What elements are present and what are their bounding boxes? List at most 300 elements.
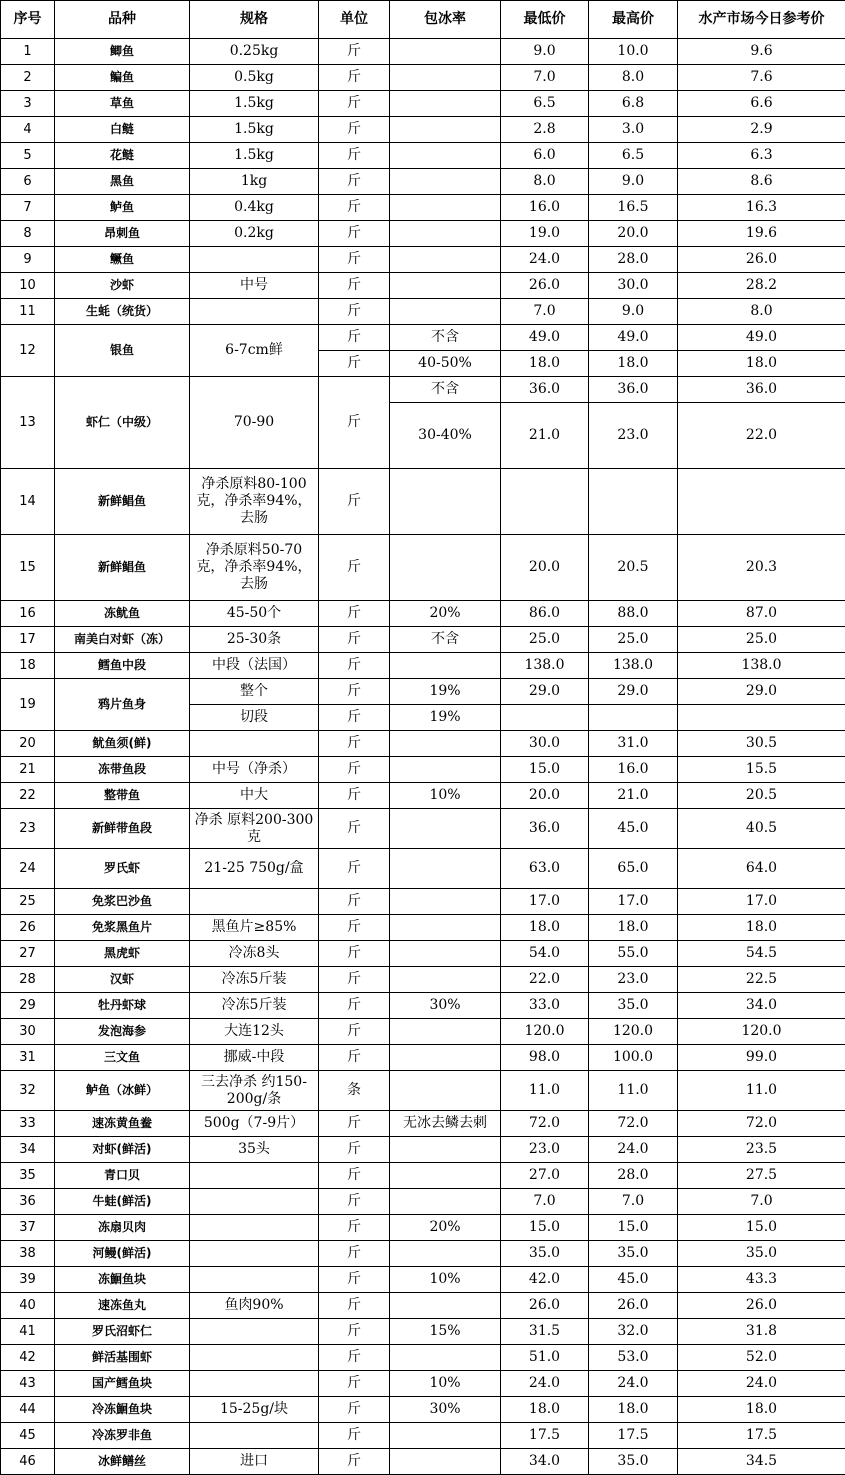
- spec-cell: 中号（净杀）: [190, 757, 319, 783]
- high-price-cell: 10.0: [589, 39, 678, 65]
- spec-cell: 中号: [190, 273, 319, 299]
- variety-name: 汉虾: [55, 967, 190, 993]
- row-number: 18: [1, 653, 55, 679]
- table-row: [1, 889, 845, 915]
- low-price-cell: 17.5: [501, 1423, 589, 1449]
- unit-cell: 斤: [319, 377, 390, 469]
- table-row: [1, 65, 845, 91]
- unit-cell: 斤: [319, 143, 390, 169]
- reference-price-cell: 17.0: [678, 889, 845, 915]
- high-price-cell: 35.0: [589, 1449, 678, 1475]
- variety-name: 牛蛙(鲜活): [55, 1189, 190, 1215]
- table-row: [1, 757, 845, 783]
- ice-rate-cell: [390, 117, 501, 143]
- low-price-cell: 11.0: [501, 1071, 589, 1111]
- ice-rate-cell: [390, 469, 501, 535]
- unit-cell: 斤: [319, 757, 390, 783]
- low-price-cell: [501, 469, 589, 535]
- ice-rate-cell: 19%: [390, 705, 501, 731]
- reference-price-cell: 36.0: [678, 377, 845, 403]
- reference-price-cell: 35.0: [678, 1241, 845, 1267]
- ice-rate-cell: 30%: [390, 1397, 501, 1423]
- variety-name: 黑鱼: [55, 169, 190, 195]
- ice-rate-cell: 30%: [390, 993, 501, 1019]
- unit-cell: 斤: [319, 1241, 390, 1267]
- ice-rate-cell: 不含: [390, 377, 501, 403]
- unit-cell: 斤: [319, 221, 390, 247]
- spec-cell: 黑鱼片≥85%: [190, 915, 319, 941]
- table-row: [1, 143, 845, 169]
- high-price-cell: 88.0: [589, 601, 678, 627]
- ice-rate-cell: [390, 1071, 501, 1111]
- high-price-cell: 72.0: [589, 1111, 678, 1137]
- spec-cell: [190, 1345, 319, 1371]
- high-price-cell: 3.0: [589, 117, 678, 143]
- table-row: [1, 1397, 845, 1423]
- high-price-cell: 18.0: [589, 915, 678, 941]
- low-price-cell: 23.0: [501, 1137, 589, 1163]
- unit-cell: 斤: [319, 1189, 390, 1215]
- table-row: [1, 1293, 845, 1319]
- spec-cell: 1kg: [190, 169, 319, 195]
- row-number: 1: [1, 39, 55, 65]
- low-price-cell: 120.0: [501, 1019, 589, 1045]
- spec-cell: 冷冻8头: [190, 941, 319, 967]
- ice-rate-cell: [390, 1019, 501, 1045]
- high-price-cell: 32.0: [589, 1319, 678, 1345]
- ice-rate-cell: [390, 299, 501, 325]
- low-price-cell: 34.0: [501, 1449, 589, 1475]
- ice-rate-cell: [390, 195, 501, 221]
- table-row: [1, 915, 845, 941]
- reference-price-cell: 34.0: [678, 993, 845, 1019]
- low-price-cell: 26.0: [501, 1293, 589, 1319]
- low-price-cell: 63.0: [501, 849, 589, 889]
- variety-name: 草鱼: [55, 91, 190, 117]
- variety-name: 牡丹虾球: [55, 993, 190, 1019]
- ice-rate-cell: [390, 143, 501, 169]
- ice-rate-cell: 10%: [390, 1371, 501, 1397]
- low-price-cell: 16.0: [501, 195, 589, 221]
- variety-name: 青口贝: [55, 1163, 190, 1189]
- low-price-cell: 36.0: [501, 809, 589, 849]
- reference-price-cell: 6.3: [678, 143, 845, 169]
- reference-price-cell: 20.3: [678, 535, 845, 601]
- header-unit: 单位: [319, 1, 390, 39]
- spec-cell: 0.5kg: [190, 65, 319, 91]
- ice-rate-cell: [390, 273, 501, 299]
- ice-rate-cell: [390, 731, 501, 757]
- table-row: [1, 195, 845, 221]
- table-row: [1, 1371, 845, 1397]
- row-number: 31: [1, 1045, 55, 1071]
- reference-price-cell: 8.0: [678, 299, 845, 325]
- ice-rate-cell: 30-40%: [390, 403, 501, 469]
- table-row: [1, 273, 845, 299]
- reference-price-cell: 22.0: [678, 403, 845, 469]
- ice-rate-cell: [390, 535, 501, 601]
- table-row: [1, 299, 845, 325]
- spec-cell: 1.5kg: [190, 117, 319, 143]
- table-row: [1, 91, 845, 117]
- reference-price-cell: 28.2: [678, 273, 845, 299]
- reference-price-cell: 18.0: [678, 351, 845, 377]
- ice-rate-cell: [390, 39, 501, 65]
- high-price-cell: [589, 469, 678, 535]
- row-number: 6: [1, 169, 55, 195]
- unit-cell: 斤: [319, 809, 390, 849]
- reference-price-cell: 49.0: [678, 325, 845, 351]
- reference-price-cell: 20.5: [678, 783, 845, 809]
- ice-rate-cell: [390, 91, 501, 117]
- spec-cell: [190, 1241, 319, 1267]
- table-row: [1, 653, 845, 679]
- variety-name: 整带鱼: [55, 783, 190, 809]
- variety-name: 鱿鱼须(鲜): [55, 731, 190, 757]
- reference-price-cell: 24.0: [678, 1371, 845, 1397]
- high-price-cell: 55.0: [589, 941, 678, 967]
- reference-price-cell: 54.5: [678, 941, 845, 967]
- variety-name: 鲫鱼: [55, 39, 190, 65]
- spec-cell: [190, 1371, 319, 1397]
- ice-rate-cell: [390, 889, 501, 915]
- ice-rate-cell: 20%: [390, 1215, 501, 1241]
- reference-price-cell: 99.0: [678, 1045, 845, 1071]
- unit-cell: 斤: [319, 1449, 390, 1475]
- unit-cell: 斤: [319, 705, 390, 731]
- variety-name: 国产鳕鱼块: [55, 1371, 190, 1397]
- high-price-cell: 24.0: [589, 1137, 678, 1163]
- reference-price-cell: 7.6: [678, 65, 845, 91]
- table-row: [1, 941, 845, 967]
- table-row: [1, 1449, 845, 1475]
- high-price-cell: 138.0: [589, 653, 678, 679]
- low-price-cell: 24.0: [501, 1371, 589, 1397]
- spec-cell: 进口: [190, 1449, 319, 1475]
- high-price-cell: 6.5: [589, 143, 678, 169]
- table-row: [1, 849, 845, 889]
- table-row: [1, 377, 845, 403]
- spec-cell: 冷冻5斤装: [190, 993, 319, 1019]
- row-number: 15: [1, 535, 55, 601]
- spec-cell: 35头: [190, 1137, 319, 1163]
- reference-price-cell: 43.3: [678, 1267, 845, 1293]
- spec-cell: 冷冻5斤装: [190, 967, 319, 993]
- table-row: [1, 1319, 845, 1345]
- reference-price-cell: 6.6: [678, 91, 845, 117]
- variety-name: 鳜鱼: [55, 247, 190, 273]
- table-row: [1, 783, 845, 809]
- low-price-cell: 31.5: [501, 1319, 589, 1345]
- unit-cell: 斤: [319, 1371, 390, 1397]
- reference-price-cell: 11.0: [678, 1071, 845, 1111]
- reference-price-cell: 52.0: [678, 1345, 845, 1371]
- reference-price-cell: 40.5: [678, 809, 845, 849]
- ice-rate-cell: [390, 1189, 501, 1215]
- row-number: 5: [1, 143, 55, 169]
- ice-rate-cell: 不含: [390, 325, 501, 351]
- row-number: 4: [1, 117, 55, 143]
- low-price-cell: 17.0: [501, 889, 589, 915]
- variety-name: 生蚝（统货）: [55, 299, 190, 325]
- row-number: 14: [1, 469, 55, 535]
- table-row: [1, 1137, 845, 1163]
- low-price-cell: 7.0: [501, 65, 589, 91]
- high-price-cell: 100.0: [589, 1045, 678, 1071]
- ice-rate-cell: 无冰去鳞去刺: [390, 1111, 501, 1137]
- ice-rate-cell: 19%: [390, 679, 501, 705]
- unit-cell: 斤: [319, 247, 390, 273]
- row-number: 9: [1, 247, 55, 273]
- table-body: [1, 39, 845, 1475]
- table-row: [1, 601, 845, 627]
- unit-cell: 斤: [319, 1345, 390, 1371]
- high-price-cell: 11.0: [589, 1071, 678, 1111]
- reference-price-cell: 8.6: [678, 169, 845, 195]
- header-ice-rate: 包冰率: [390, 1, 501, 39]
- ice-rate-cell: [390, 653, 501, 679]
- table-row: [1, 1215, 845, 1241]
- spec-cell: 净杀原料80-100克，净杀率94%，去肠: [190, 469, 319, 535]
- high-price-cell: 20.0: [589, 221, 678, 247]
- row-number: 30: [1, 1019, 55, 1045]
- spec-cell: [190, 1215, 319, 1241]
- high-price-cell: 29.0: [589, 679, 678, 705]
- table-row: [1, 1071, 845, 1111]
- high-price-cell: 17.5: [589, 1423, 678, 1449]
- unit-cell: 斤: [319, 299, 390, 325]
- high-price-cell: 23.0: [589, 403, 678, 469]
- spec-cell: [190, 1163, 319, 1189]
- row-number: 2: [1, 65, 55, 91]
- high-price-cell: 65.0: [589, 849, 678, 889]
- reference-price-cell: 7.0: [678, 1189, 845, 1215]
- low-price-cell: 18.0: [501, 351, 589, 377]
- reference-price-cell: 26.0: [678, 1293, 845, 1319]
- high-price-cell: 23.0: [589, 967, 678, 993]
- variety-name: 鳊鱼: [55, 65, 190, 91]
- spec-cell: 鱼肉90%: [190, 1293, 319, 1319]
- high-price-cell: 120.0: [589, 1019, 678, 1045]
- ice-rate-cell: 10%: [390, 783, 501, 809]
- low-price-cell: 22.0: [501, 967, 589, 993]
- table-row: [1, 1345, 845, 1371]
- low-price-cell: 18.0: [501, 1397, 589, 1423]
- spec-cell: 1.5kg: [190, 91, 319, 117]
- low-price-cell: 7.0: [501, 299, 589, 325]
- table-row: [1, 1241, 845, 1267]
- row-number: 42: [1, 1345, 55, 1371]
- high-price-cell: 28.0: [589, 1163, 678, 1189]
- header-spec: 规格: [190, 1, 319, 39]
- row-number: 3: [1, 91, 55, 117]
- table-row: [1, 1111, 845, 1137]
- row-number: 44: [1, 1397, 55, 1423]
- unit-cell: 斤: [319, 469, 390, 535]
- ice-rate-cell: [390, 1345, 501, 1371]
- unit-cell: 斤: [319, 849, 390, 889]
- row-number: 25: [1, 889, 55, 915]
- reference-price-cell: 23.5: [678, 1137, 845, 1163]
- unit-cell: 斤: [319, 1319, 390, 1345]
- spec-cell: 净杀原料50-70克，净杀率94%，去肠: [190, 535, 319, 601]
- ice-rate-cell: [390, 1045, 501, 1071]
- unit-cell: 斤: [319, 1215, 390, 1241]
- row-number: 41: [1, 1319, 55, 1345]
- high-price-cell: 36.0: [589, 377, 678, 403]
- variety-name: 罗氏虾: [55, 849, 190, 889]
- unit-cell: 斤: [319, 783, 390, 809]
- unit-cell: 斤: [319, 967, 390, 993]
- table-row: [1, 1019, 845, 1045]
- high-price-cell: 53.0: [589, 1345, 678, 1371]
- row-number: 45: [1, 1423, 55, 1449]
- variety-name: 鲈鱼（冰鲜）: [55, 1071, 190, 1111]
- unit-cell: 斤: [319, 731, 390, 757]
- low-price-cell: 25.0: [501, 627, 589, 653]
- spec-cell: 21-25 750g/盒: [190, 849, 319, 889]
- table-row: [1, 1189, 845, 1215]
- spec-cell: 25-30条: [190, 627, 319, 653]
- spec-cell: 挪威-中段: [190, 1045, 319, 1071]
- variety-name: 沙虾: [55, 273, 190, 299]
- header-no: 序号: [1, 1, 55, 39]
- high-price-cell: 45.0: [589, 809, 678, 849]
- row-number: 38: [1, 1241, 55, 1267]
- high-price-cell: 20.5: [589, 535, 678, 601]
- high-price-cell: 18.0: [589, 1397, 678, 1423]
- table-row: [1, 1423, 845, 1449]
- low-price-cell: 2.8: [501, 117, 589, 143]
- reference-price-cell: 22.5: [678, 967, 845, 993]
- spec-cell: 45-50个: [190, 601, 319, 627]
- low-price-cell: 26.0: [501, 273, 589, 299]
- unit-cell: 斤: [319, 627, 390, 653]
- low-price-cell: 86.0: [501, 601, 589, 627]
- header-ref-price: 水产市场今日参考价: [678, 1, 845, 39]
- spec-cell: 中大: [190, 783, 319, 809]
- reference-price-cell: 15.0: [678, 1215, 845, 1241]
- unit-cell: 斤: [319, 941, 390, 967]
- reference-price-cell: 17.5: [678, 1423, 845, 1449]
- variety-name: 免浆黑鱼片: [55, 915, 190, 941]
- high-price-cell: 21.0: [589, 783, 678, 809]
- low-price-cell: 30.0: [501, 731, 589, 757]
- unit-cell: 斤: [319, 1045, 390, 1071]
- high-price-cell: 9.0: [589, 299, 678, 325]
- low-price-cell: 20.0: [501, 783, 589, 809]
- header-low-price: 最低价: [501, 1, 589, 39]
- unit-cell: 斤: [319, 1111, 390, 1137]
- high-price-cell: 28.0: [589, 247, 678, 273]
- ice-rate-cell: [390, 1163, 501, 1189]
- low-price-cell: 18.0: [501, 915, 589, 941]
- spec-cell: 整个: [190, 679, 319, 705]
- reference-price-cell: 18.0: [678, 915, 845, 941]
- row-number: 10: [1, 273, 55, 299]
- row-number: 34: [1, 1137, 55, 1163]
- low-price-cell: 42.0: [501, 1267, 589, 1293]
- table-row: [1, 325, 845, 351]
- ice-rate-cell: [390, 1293, 501, 1319]
- low-price-cell: 20.0: [501, 535, 589, 601]
- reference-price-cell: 138.0: [678, 653, 845, 679]
- table-row: [1, 993, 845, 1019]
- row-number: 35: [1, 1163, 55, 1189]
- variety-name: 冷冻罗非鱼: [55, 1423, 190, 1449]
- unit-cell: 斤: [319, 1293, 390, 1319]
- unit-cell: 斤: [319, 889, 390, 915]
- unit-cell: 斤: [319, 993, 390, 1019]
- row-number: 23: [1, 809, 55, 849]
- unit-cell: 斤: [319, 91, 390, 117]
- ice-rate-cell: [390, 65, 501, 91]
- unit-cell: 斤: [319, 1397, 390, 1423]
- spec-cell: 三去净杀 约150-200g/条: [190, 1071, 319, 1111]
- high-price-cell: 31.0: [589, 731, 678, 757]
- spec-cell: [190, 247, 319, 273]
- row-number: 11: [1, 299, 55, 325]
- spec-cell: 0.25kg: [190, 39, 319, 65]
- table-row: [1, 469, 845, 535]
- ice-rate-cell: [390, 915, 501, 941]
- low-price-cell: 98.0: [501, 1045, 589, 1071]
- unit-cell: 斤: [319, 117, 390, 143]
- low-price-cell: 15.0: [501, 1215, 589, 1241]
- unit-cell: 斤: [319, 915, 390, 941]
- ice-rate-cell: [390, 849, 501, 889]
- ice-rate-cell: [390, 1423, 501, 1449]
- variety-name: 新鲜带鱼段: [55, 809, 190, 849]
- reference-price-cell: 31.8: [678, 1319, 845, 1345]
- variety-name: 南美白对虾（冻）: [55, 627, 190, 653]
- row-number: 21: [1, 757, 55, 783]
- reference-price-cell: [678, 469, 845, 535]
- reference-price-cell: 34.5: [678, 1449, 845, 1475]
- spec-cell: [190, 299, 319, 325]
- variety-name: 新鲜鲳鱼: [55, 535, 190, 601]
- variety-name: 白鲢: [55, 117, 190, 143]
- low-price-cell: 72.0: [501, 1111, 589, 1137]
- ice-rate-cell: [390, 941, 501, 967]
- low-price-cell: 29.0: [501, 679, 589, 705]
- low-price-cell: 49.0: [501, 325, 589, 351]
- row-number: 32: [1, 1071, 55, 1111]
- reference-price-cell: [678, 705, 845, 731]
- low-price-cell: 54.0: [501, 941, 589, 967]
- table-row: [1, 679, 845, 705]
- spec-cell: 中段（法国）: [190, 653, 319, 679]
- high-price-cell: 7.0: [589, 1189, 678, 1215]
- reference-price-cell: 26.0: [678, 247, 845, 273]
- unit-cell: 斤: [319, 679, 390, 705]
- high-price-cell: 15.0: [589, 1215, 678, 1241]
- row-number: 43: [1, 1371, 55, 1397]
- low-price-cell: [501, 705, 589, 731]
- high-price-cell: 35.0: [589, 993, 678, 1019]
- variety-name: 发泡海参: [55, 1019, 190, 1045]
- header-row: [1, 1, 845, 39]
- row-number: 26: [1, 915, 55, 941]
- row-number: 7: [1, 195, 55, 221]
- reference-price-cell: 19.6: [678, 221, 845, 247]
- reference-price-cell: 30.5: [678, 731, 845, 757]
- reference-price-cell: 27.5: [678, 1163, 845, 1189]
- ice-rate-cell: [390, 247, 501, 273]
- table-row: [1, 39, 845, 65]
- spec-cell: [190, 1189, 319, 1215]
- spec-cell: [190, 1423, 319, 1449]
